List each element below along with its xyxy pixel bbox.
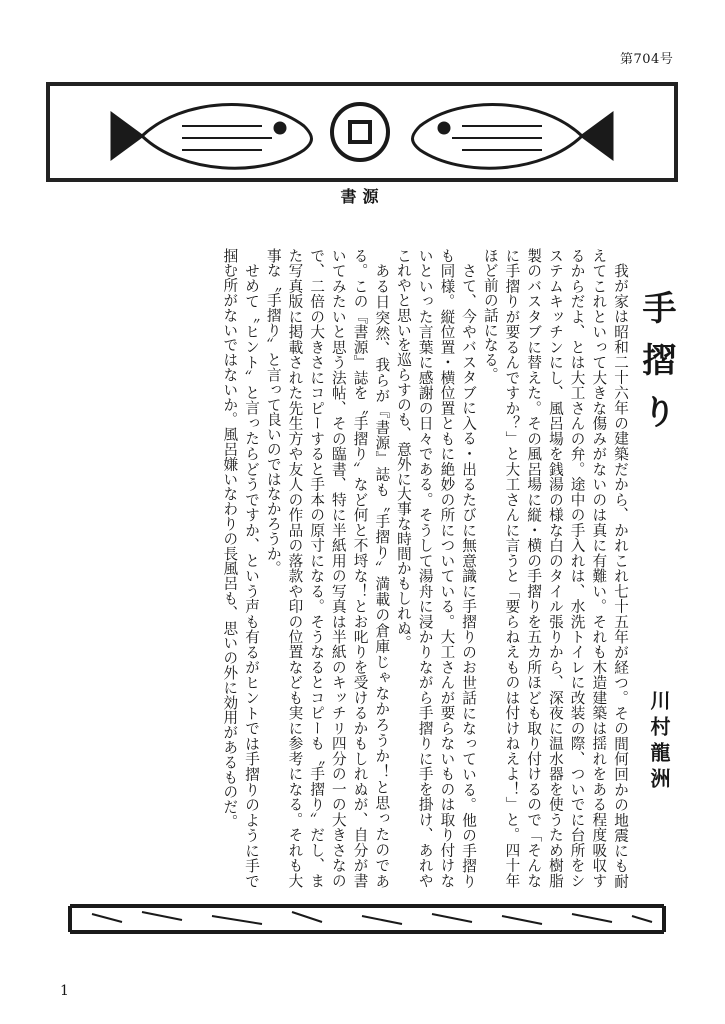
issue-number: 第704号 [620,52,674,67]
article-body [111,248,631,888]
decorative-bottom-border [62,892,672,944]
paragraph: ある日突然、我らが『書源』誌も〝手摺り〟満載の倉庫じゃなかろうか！と思ったのである。この『書源』誌を〝手摺り〟など何と不埒な！とお叱りを受けるかもしれぬが、自分が書いてみたいと思う法帖、その臨書、特に半紙用の写真は半紙のキッチリ四分の一の大きさなので、二倍の大きさにコピーすると手本の原寸になる。そうなるとコピーも〝手摺り〟だし、また写真版に掲載された先生方や友人の作品の落款や印の位置なども実に参考になる。それも大事な〝手摺り〟と言って良いのではなかろうか。 [264,248,391,888]
author-name: 川村龍洲 [647,690,671,794]
page-number: 1 [60,983,69,999]
paragraph: 我が家は昭和二十六年の建築だから、かれこれ七十五年が経つ。その間何回かの地震にも耐えてこれといって大きな傷みがないのは真に有難い。それも木造建築は揺れをある程度吸収するからだよ、とは大工さんの弁。途中の手入れは、水洗トイレに改装の際、ついでに台所をシステムキッチンにし、風呂場を銭湯の様な白のタイル張りから、深夜に温水器を使うため樹脂製のバスタブに替えた。その風呂場に縦・横の手摺りを五カ所ほども取り付けるので「そんなに手摺りが要るんですか？」と大工さんに言うと「要らねえものは付けねえよ！」と。四十年ほど前の話になる。 [481,248,629,888]
paragraph: せめて〝ヒント〟と言ったらどうですか、という声も有るがヒントでは手摺りのように手で掴む所がないではないか。風呂嫌いなわりの長風呂も、思いの外に効用があるものだ。 [221,248,261,888]
column-name: 書源 [340,187,385,206]
left-fish-icon [112,104,312,168]
right-fish-icon [413,104,613,168]
paragraph: さて、今やバスタブに入る・出るたびに無意識に手摺りのお世話になっている。他の手摺りも同様。縦位置・横位置ともに絶妙の所についている。大工さんが要らないものは取り付けないといった言葉に感謝の日々である。そうして湯舟に浸かりながら手摺りに手を掛け、あれやこれやと思いを巡らすのも、意外に大事な時間かもしれぬ。 [394,248,478,888]
decorative-fish-banner [42,76,682,198]
coin-icon [332,104,388,160]
article-title: 手摺り [636,290,676,446]
